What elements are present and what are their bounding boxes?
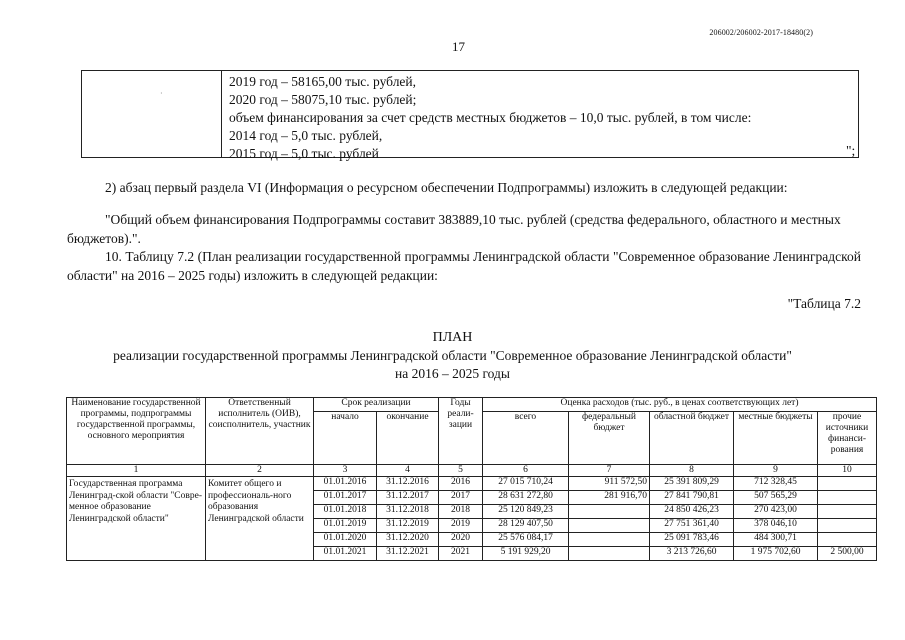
federal-value [569, 533, 650, 547]
column-number: 6 [483, 465, 569, 477]
financing-table-fragment [81, 70, 859, 161]
other-value [818, 505, 877, 519]
column-number: 7 [569, 465, 650, 477]
plan-years: на 2016 – 2025 годы [395, 366, 510, 381]
other-value [818, 491, 877, 505]
column-number: 8 [650, 465, 734, 477]
other-value: 2 500,00 [818, 547, 877, 561]
start-date: 01.01.2020 [314, 533, 377, 547]
total-value: 28 129 407,50 [483, 519, 569, 533]
other-value [818, 533, 877, 547]
paragraph-section-vi: 2) абзац первый раздела VI (Информация о ресурсном обеспечении Подпрограммы) изложить в следующей редакции: [105, 180, 788, 195]
total-value: 27 015 710,24 [483, 477, 569, 491]
financing-line: 2014 год – 5,0 тыс. рублей, [229, 128, 383, 143]
document-id: 206002/206002-2017-18480(2) [709, 28, 813, 37]
column-number: 1 [67, 465, 206, 477]
plan-subtitle: реализации государственной программы Ленинградской области "Современное образование Ленинградской области" [113, 348, 792, 363]
column-number: 4 [377, 465, 439, 477]
local-value: 484 300,71 [734, 533, 818, 547]
column-number: 9 [734, 465, 818, 477]
start-date: 01.01.2016 [314, 477, 377, 491]
column-number: 3 [314, 465, 377, 477]
column-number: 2 [206, 465, 314, 477]
plan-title: ПЛАН [432, 330, 473, 345]
page-number: 17 [452, 39, 465, 54]
year: 2020 [439, 533, 483, 547]
header-executor: Ответственный исполнитель (ОИВ), соисполнитель, участник [206, 398, 314, 465]
regional-value: 24 850 426,23 [650, 505, 734, 519]
regional-value: 27 751 361,40 [650, 519, 734, 533]
local-value: 1 975 702,60 [734, 547, 818, 561]
end-date: 31.12.2019 [377, 519, 439, 533]
other-value [818, 477, 877, 491]
program-name-cell: Государственная программа Ленинград-ской области "Совре-менное образование Ленинградской области" [67, 477, 206, 561]
column-number-row [67, 465, 877, 477]
end-date: 31.12.2016 [377, 477, 439, 491]
total-value: 28 631 272,80 [483, 491, 569, 505]
header-end: окончание [377, 412, 439, 465]
local-value: 712 328,45 [734, 477, 818, 491]
year: 2016 [439, 477, 483, 491]
column-number: 10 [818, 465, 877, 477]
start-date: 01.01.2018 [314, 505, 377, 519]
header-start: начало [314, 412, 377, 465]
start-date: 01.01.2019 [314, 519, 377, 533]
regional-value: 25 091 783,46 [650, 533, 734, 547]
start-date: 01.01.2021 [314, 547, 377, 561]
header-regional: областной бюджет [650, 412, 734, 465]
closing-quote: "; [846, 143, 856, 158]
column-number: 5 [439, 465, 483, 477]
federal-value: 281 916,70 [569, 491, 650, 505]
header-total: всего [483, 412, 569, 465]
regional-value: 25 391 809,29 [650, 477, 734, 491]
start-date: 01.01.2017 [314, 491, 377, 505]
paragraph-total-financing: "Общий объем финансирования Подпрограммы составит 383889,10 тыс. рублей (средства федерального, областного и местных бюджетов).". [67, 212, 841, 246]
financing-line: 2015 год – 5,0 тыс. рублей [229, 146, 379, 161]
plan-table [66, 397, 877, 561]
financing-line: 2020 год – 58075,10 тыс. рублей; [229, 92, 417, 107]
paragraph-table-7-2: 10. Таблицу 7.2 (План реализации государственной программы Ленинградской области "Современное образование Ленинградской области" на 2016 – 2025 годы) изложить в следующей редакции: [67, 249, 861, 283]
end-date: 31.12.2018 [377, 505, 439, 519]
total-value: 25 120 849,23 [483, 505, 569, 519]
executor-cell: Комитет общего и профессиональ-ного образования Ленинградской области [206, 477, 314, 561]
federal-value [569, 505, 650, 519]
other-value [818, 519, 877, 533]
header-period: Срок реализации [314, 398, 439, 412]
financing-lines [229, 73, 751, 163]
total-value: 25 576 084,17 [483, 533, 569, 547]
regional-value: 3 213 726,60 [650, 547, 734, 561]
table-row [67, 477, 877, 491]
local-value: 270 423,00 [734, 505, 818, 519]
federal-value [569, 519, 650, 533]
year: 2019 [439, 519, 483, 533]
header-other: прочие источники финанси-рования [818, 412, 877, 465]
federal-value [569, 547, 650, 561]
header-years: Годы реали-зации [439, 398, 483, 465]
year: 2018 [439, 505, 483, 519]
header-name: Наименование государственной программы, подпрограммы государственной программы, основного мероприятия [67, 398, 206, 465]
year: 2017 [439, 491, 483, 505]
total-value: 5 191 929,20 [483, 547, 569, 561]
year: 2021 [439, 547, 483, 561]
regional-value: 27 841 790,81 [650, 491, 734, 505]
header-costs: Оценка расходов (тыс. руб., в ценах соответствующих лет) [483, 398, 877, 412]
column-divider [221, 71, 222, 157]
header-local: местные бюджеты [734, 412, 818, 465]
financing-line: 2019 год – 58165,00 тыс. рублей, [229, 74, 417, 89]
local-value: 507 565,29 [734, 491, 818, 505]
header-federal: федеральный бюджет [569, 412, 650, 465]
financing-line: объем финансирования за счет средств местных бюджетов – 10,0 тыс. рублей, в том числе: [229, 110, 752, 125]
end-date: 31.12.2021 [377, 547, 439, 561]
local-value: 378 046,10 [734, 519, 818, 533]
federal-value: 911 572,50 [569, 477, 650, 491]
end-date: 31.12.2020 [377, 533, 439, 547]
end-date: 31.12.2017 [377, 491, 439, 505]
dot-mark: · [160, 89, 163, 98]
table-label: "Таблица 7.2 [787, 296, 861, 311]
